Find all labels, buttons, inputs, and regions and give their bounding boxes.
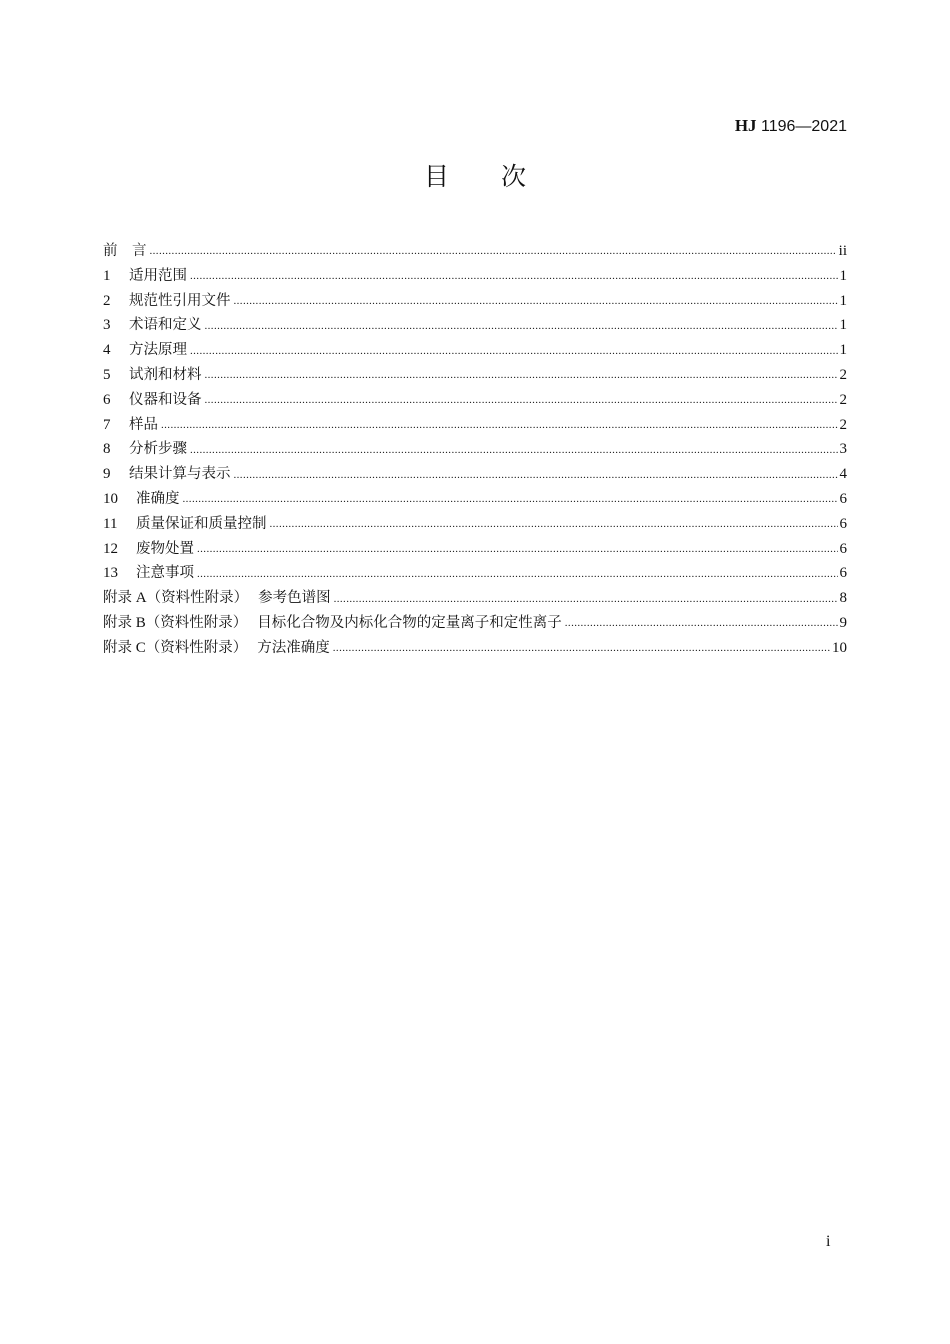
table-of-contents bbox=[103, 239, 847, 661]
toc-entry-label bbox=[103, 487, 180, 512]
toc-section-number: 9 bbox=[103, 466, 111, 483]
toc-page-number: 10 bbox=[832, 639, 847, 656]
toc-entry-label bbox=[103, 264, 187, 289]
toc-entry[interactable] bbox=[103, 561, 847, 586]
toc-entry-title: 废物处置 bbox=[136, 540, 194, 557]
toc-page-number: 1 bbox=[839, 342, 847, 359]
standard-number: 1196—2021 bbox=[756, 118, 847, 135]
toc-entry-title: 质量保证和质量控制 bbox=[136, 515, 267, 532]
appendix-kind: （资料性附录） bbox=[145, 614, 248, 631]
dot-leader bbox=[234, 465, 838, 485]
toc-entry-title: 样品 bbox=[129, 416, 158, 433]
toc-section-number: 2 bbox=[103, 292, 111, 309]
toc-section-number: 10 bbox=[103, 490, 118, 507]
toc-appendix-entry[interactable] bbox=[103, 611, 847, 636]
toc-section-number: 8 bbox=[103, 441, 111, 458]
toc-page-number: 9 bbox=[839, 614, 847, 631]
toc-section-number: 1 bbox=[103, 267, 111, 284]
dot-leader bbox=[565, 613, 838, 633]
dot-leader bbox=[190, 440, 838, 460]
toc-page-number: 2 bbox=[839, 391, 847, 408]
appendix-kind: （资料性附录） bbox=[146, 590, 249, 607]
toc-page-number: 3 bbox=[839, 441, 847, 458]
dot-leader bbox=[190, 341, 838, 361]
dot-leader bbox=[333, 638, 830, 658]
toc-section-number: 7 bbox=[103, 416, 111, 433]
appendix-letter: C bbox=[132, 639, 146, 656]
toc-entry[interactable] bbox=[103, 363, 847, 388]
toc-entry-title: 仪器和设备 bbox=[129, 391, 202, 408]
toc-section-number: 3 bbox=[103, 317, 111, 334]
toc-entry[interactable] bbox=[103, 289, 847, 314]
toc-section-number: 11 bbox=[103, 515, 118, 532]
toc-entry-title: 注意事项 bbox=[136, 565, 194, 582]
toc-entry[interactable] bbox=[103, 487, 847, 512]
toc-section-number: 4 bbox=[103, 342, 111, 359]
appendix-prefix: 附录 bbox=[103, 590, 132, 607]
standard-prefix: HJ bbox=[734, 116, 757, 135]
toc-entry-label bbox=[103, 636, 330, 661]
dot-leader bbox=[190, 266, 838, 286]
toc-entry-title: 目标化合物及内标化合物的定量离子和定性离子 bbox=[257, 614, 562, 631]
toc-entry-label bbox=[103, 363, 202, 388]
toc-entry-title: 规范性引用文件 bbox=[129, 292, 231, 309]
toc-entry-title: 准确度 bbox=[136, 490, 180, 507]
toc-appendix-entry[interactable] bbox=[103, 636, 847, 661]
appendix-prefix: 附录 bbox=[103, 614, 132, 631]
toc-entry-label bbox=[103, 561, 194, 586]
appendix-kind: （资料性附录） bbox=[145, 639, 248, 656]
toc-entry-foreword[interactable] bbox=[103, 239, 847, 264]
toc-entry-title: 术语和定义 bbox=[129, 317, 202, 334]
page-title bbox=[0, 161, 950, 193]
toc-entry[interactable] bbox=[103, 437, 847, 462]
title-char-1: 目 bbox=[423, 162, 449, 191]
dot-leader bbox=[205, 365, 838, 385]
toc-page-number: 6 bbox=[839, 515, 847, 532]
toc-entry-title: 试剂和材料 bbox=[129, 366, 202, 383]
page-number: i bbox=[826, 1233, 831, 1250]
toc-entry-label bbox=[103, 388, 202, 413]
standard-code bbox=[735, 116, 847, 137]
toc-entry-title: 分析步骤 bbox=[129, 441, 187, 458]
toc-appendix-entry[interactable] bbox=[103, 586, 847, 611]
dot-leader bbox=[183, 489, 838, 509]
toc-page-number: 6 bbox=[839, 490, 847, 507]
title-char-2: 次 bbox=[501, 162, 527, 191]
toc-entry[interactable] bbox=[103, 338, 847, 363]
toc-entry-title: 适用范围 bbox=[129, 267, 187, 284]
toc-page-number: 6 bbox=[839, 565, 847, 582]
toc-section-number: 13 bbox=[103, 565, 118, 582]
dot-leader bbox=[205, 390, 838, 410]
toc-entry-title: 方法准确度 bbox=[257, 639, 330, 656]
appendix-prefix: 附录 bbox=[103, 639, 132, 656]
toc-section-number: 12 bbox=[103, 540, 118, 557]
toc-page-number: 2 bbox=[839, 366, 847, 383]
toc-entry[interactable] bbox=[103, 512, 847, 537]
toc-page-number: 1 bbox=[839, 317, 847, 334]
toc-page-number: 6 bbox=[839, 540, 847, 557]
toc-entry[interactable] bbox=[103, 264, 847, 289]
toc-entry-label bbox=[103, 239, 147, 264]
toc-page-number: 1 bbox=[839, 267, 847, 284]
toc-section-number: 5 bbox=[103, 366, 111, 383]
toc-page-number: 8 bbox=[839, 590, 847, 607]
toc-page-number: ii bbox=[838, 243, 847, 259]
toc-entry-label bbox=[103, 586, 331, 611]
dot-leader bbox=[234, 291, 838, 311]
toc-entry-title: 结果计算与表示 bbox=[129, 466, 231, 483]
toc-page-number: 1 bbox=[839, 292, 847, 309]
toc-page-number: 4 bbox=[839, 466, 847, 483]
toc-entry-label bbox=[103, 512, 267, 537]
toc-entry-label bbox=[103, 437, 187, 462]
dot-leader bbox=[270, 514, 838, 534]
toc-entry[interactable] bbox=[103, 462, 847, 487]
toc-entry[interactable] bbox=[103, 388, 847, 413]
appendix-letter: B bbox=[132, 614, 146, 631]
toc-entry-label bbox=[103, 289, 231, 314]
toc-entry-title: 参考色谱图 bbox=[258, 590, 331, 607]
toc-entry-label bbox=[103, 338, 187, 363]
toc-entry-label bbox=[103, 611, 562, 636]
appendix-letter: A bbox=[132, 590, 147, 607]
toc-entry-label bbox=[103, 537, 194, 562]
toc-entry-title: 方法原理 bbox=[129, 342, 187, 359]
toc-page-number: 2 bbox=[839, 416, 847, 433]
dot-leader bbox=[197, 539, 838, 559]
toc-entry-title: 前 言 bbox=[103, 243, 147, 259]
dot-leader bbox=[161, 415, 838, 435]
toc-entry-label bbox=[103, 413, 158, 438]
toc-entry[interactable] bbox=[103, 413, 847, 438]
dot-leader bbox=[150, 241, 837, 261]
toc-entry-label bbox=[103, 462, 231, 487]
dot-leader bbox=[334, 589, 838, 609]
dot-leader bbox=[205, 316, 838, 336]
toc-entry[interactable] bbox=[103, 537, 847, 562]
toc-entry[interactable] bbox=[103, 313, 847, 338]
toc-section-number: 6 bbox=[103, 391, 111, 408]
dot-leader bbox=[197, 564, 838, 584]
toc-entry-label bbox=[103, 313, 202, 338]
